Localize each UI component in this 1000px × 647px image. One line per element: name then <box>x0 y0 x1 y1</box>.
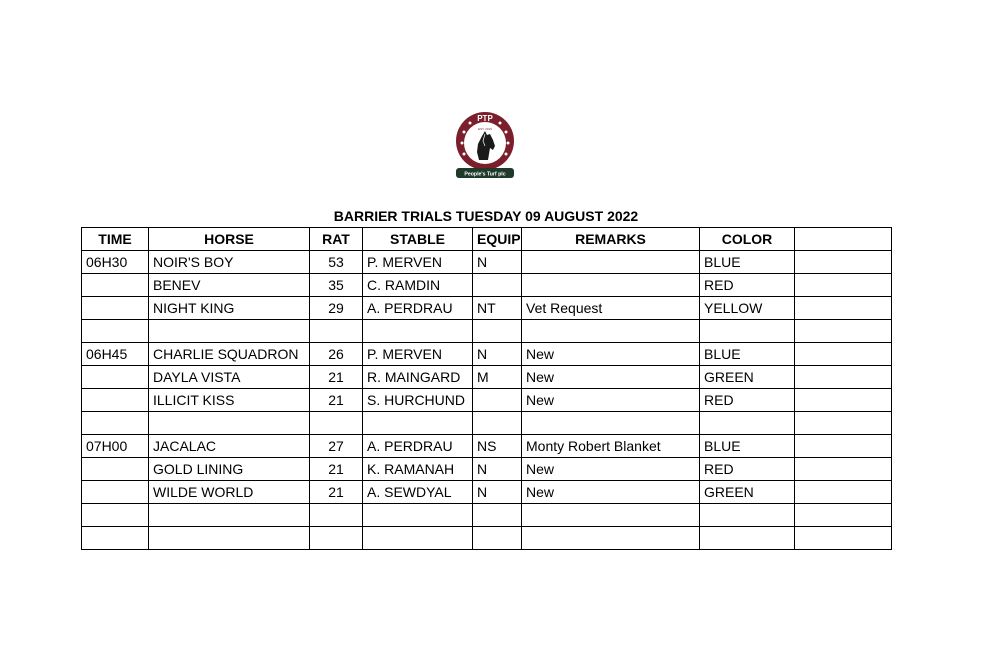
remarks-cell: New <box>522 343 700 366</box>
color-cell: GREEN <box>700 366 795 389</box>
stable-cell: A. PERDRAU <box>363 435 473 458</box>
equip-cell <box>473 389 522 412</box>
color-cell <box>700 504 795 527</box>
extra-cell <box>795 251 892 274</box>
rat-cell <box>310 504 363 527</box>
rat-cell <box>310 320 363 343</box>
horse-cell: ILLICIT KISS <box>149 389 310 412</box>
equip-cell: NS <box>473 435 522 458</box>
rat-cell: 21 <box>310 458 363 481</box>
horse-cell: BENEV <box>149 274 310 297</box>
table-row <box>82 435 892 458</box>
color-cell: RED <box>700 458 795 481</box>
color-cell: BLUE <box>700 251 795 274</box>
remarks-cell: New <box>522 458 700 481</box>
color-cell: GREEN <box>700 481 795 504</box>
time-cell: 06H30 <box>82 251 149 274</box>
rat-cell <box>310 527 363 550</box>
extra-cell <box>795 527 892 550</box>
col-header-rat: RAT <box>310 228 363 251</box>
time-cell <box>82 527 149 550</box>
rat-cell: 21 <box>310 481 363 504</box>
remarks-cell: New <box>522 389 700 412</box>
stable-cell: K. RAMANAH <box>363 458 473 481</box>
color-cell: RED <box>700 274 795 297</box>
extra-cell <box>795 274 892 297</box>
table-row <box>82 412 892 435</box>
color-cell: YELLOW <box>700 297 795 320</box>
horse-cell: NOIR'S BOY <box>149 251 310 274</box>
time-cell <box>82 274 149 297</box>
table-row <box>82 297 892 320</box>
horse-cell: WILDE WORLD <box>149 481 310 504</box>
equip-cell: NT <box>473 297 522 320</box>
table-row <box>82 274 892 297</box>
remarks-cell <box>522 320 700 343</box>
rat-cell: 26 <box>310 343 363 366</box>
time-cell <box>82 458 149 481</box>
table-row <box>82 481 892 504</box>
equip-cell <box>473 527 522 550</box>
time-cell <box>82 504 149 527</box>
table-row <box>82 251 892 274</box>
extra-cell <box>795 504 892 527</box>
stable-cell: S. HURCHUND <box>363 389 473 412</box>
table-body <box>82 251 892 550</box>
col-header-horse: HORSE <box>149 228 310 251</box>
col-header-remarks: REMARKS <box>522 228 700 251</box>
horse-cell: CHARLIE SQUADRON <box>149 343 310 366</box>
horse-cell: DAYLA VISTA <box>149 366 310 389</box>
extra-cell <box>795 366 892 389</box>
equip-cell <box>473 504 522 527</box>
remarks-cell <box>522 504 700 527</box>
rat-cell: 29 <box>310 297 363 320</box>
equip-cell <box>473 274 522 297</box>
remarks-cell: New <box>522 481 700 504</box>
time-cell: 07H00 <box>82 435 149 458</box>
extra-cell <box>795 297 892 320</box>
table-header-row <box>82 228 892 251</box>
equip-cell: N <box>473 251 522 274</box>
time-cell <box>82 320 149 343</box>
stable-cell: A. PERDRAU <box>363 297 473 320</box>
remarks-cell <box>522 251 700 274</box>
horse-cell <box>149 320 310 343</box>
horse-cell <box>149 504 310 527</box>
remarks-cell <box>522 274 700 297</box>
stable-cell: P. MERVEN <box>363 343 473 366</box>
col-header-blank <box>795 228 892 251</box>
time-cell <box>82 297 149 320</box>
table-row <box>82 320 892 343</box>
svg-text:PTP: PTP <box>477 114 493 123</box>
extra-cell <box>795 435 892 458</box>
color-cell <box>700 527 795 550</box>
time-cell: 06H45 <box>82 343 149 366</box>
color-cell: BLUE <box>700 435 795 458</box>
ptp-logo <box>452 110 518 186</box>
horse-cell: GOLD LINING <box>149 458 310 481</box>
table-row <box>82 389 892 412</box>
remarks-cell: Monty Robert Blanket <box>522 435 700 458</box>
equip-cell: N <box>473 458 522 481</box>
rat-cell: 27 <box>310 435 363 458</box>
rat-cell <box>310 412 363 435</box>
stable-cell <box>363 527 473 550</box>
extra-cell <box>795 389 892 412</box>
rat-cell: 53 <box>310 251 363 274</box>
color-cell <box>700 320 795 343</box>
equip-cell: M <box>473 366 522 389</box>
stable-cell: C. RAMDIN <box>363 274 473 297</box>
extra-cell <box>795 343 892 366</box>
stable-cell: A. SEWDYAL <box>363 481 473 504</box>
extra-cell <box>795 481 892 504</box>
color-cell <box>700 412 795 435</box>
svg-text:People's Turf plc: People's Turf plc <box>464 171 506 178</box>
equip-cell <box>473 412 522 435</box>
table-row <box>82 366 892 389</box>
color-cell: RED <box>700 389 795 412</box>
time-cell <box>82 389 149 412</box>
horse-cell: NIGHT KING <box>149 297 310 320</box>
equip-cell: N <box>473 343 522 366</box>
time-cell <box>82 366 149 389</box>
color-cell: BLUE <box>700 343 795 366</box>
horse-cell <box>149 412 310 435</box>
equip-cell: N <box>473 481 522 504</box>
stable-cell <box>363 504 473 527</box>
time-cell <box>82 412 149 435</box>
extra-cell <box>795 458 892 481</box>
stable-cell: R. MAINGARD <box>363 366 473 389</box>
stable-cell: P. MERVEN <box>363 251 473 274</box>
stable-cell <box>363 320 473 343</box>
table-row <box>82 343 892 366</box>
stable-cell <box>363 412 473 435</box>
col-header-time: TIME <box>82 228 149 251</box>
remarks-cell <box>522 527 700 550</box>
horse-cell <box>149 527 310 550</box>
horse-cell: JACALAC <box>149 435 310 458</box>
time-cell <box>82 481 149 504</box>
equip-cell <box>473 320 522 343</box>
page-title: BARRIER TRIALS TUESDAY 09 AUGUST 2022 <box>333 208 639 224</box>
extra-cell <box>795 412 892 435</box>
rat-cell: 21 <box>310 366 363 389</box>
rat-cell: 35 <box>310 274 363 297</box>
svg-text:EST. 2019: EST. 2019 <box>478 127 492 131</box>
remarks-cell: Vet Request <box>522 297 700 320</box>
remarks-cell: New <box>522 366 700 389</box>
remarks-cell <box>522 412 700 435</box>
col-header-color: COLOR <box>700 228 795 251</box>
table-row <box>82 504 892 527</box>
col-header-stable: STABLE <box>363 228 473 251</box>
table-row <box>82 458 892 481</box>
rat-cell: 21 <box>310 389 363 412</box>
table-row <box>82 527 892 550</box>
col-header-equip: EQUIP <box>473 228 522 251</box>
barrier-trials-table <box>81 227 892 550</box>
extra-cell <box>795 320 892 343</box>
